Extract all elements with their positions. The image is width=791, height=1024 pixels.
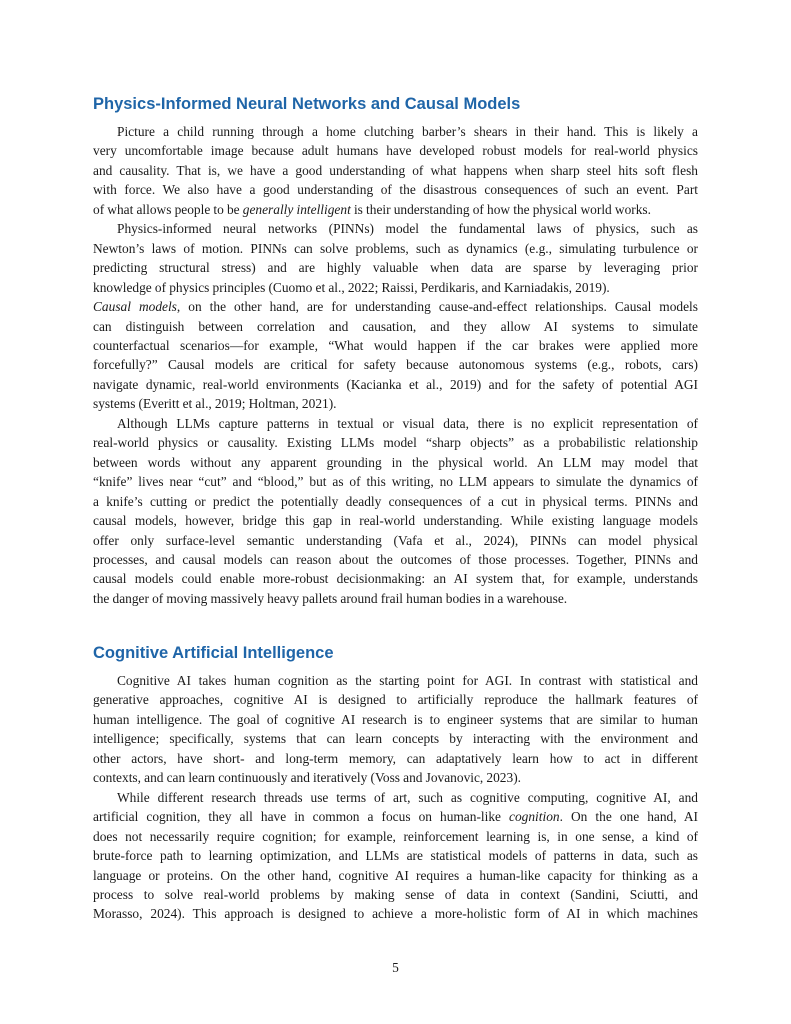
emphasis: cognition — [509, 809, 560, 825]
text-line: causal models, however, bridge this gap in real-world understanding. While existing language models — [93, 513, 698, 529]
text-line: Cognitive AI takes human cognition as the starting point for AGI. In contrast with statistical and — [117, 673, 698, 688]
text-line: other actors, have short- and long-term memory, can adaptatively learn how to act in different — [93, 750, 698, 766]
section-heading: Cognitive Artificial Intelligence — [93, 644, 334, 662]
text-line: offer only surface-level semantic understanding (Vafa et al., 2024), PINNs can model physical — [93, 532, 698, 548]
text-line: brute-force path to learning optimization, and LLMs are statistical models of patterns in data, such as — [93, 848, 698, 864]
text-line: process to solve real-world problems by making sense of data in context (Sandini, Sciutti, and — [93, 886, 698, 902]
text-line: Newton’s laws of motion. PINNs can solve problems, such as dynamics (e.g., simulating turbulence or — [93, 240, 698, 256]
text-line: While different research threads use terms of art, such as cognitive computing, cognitive AI, and — [117, 789, 698, 805]
text-line: generative approaches, cognitive AI is designed to artificially reproduce the hallmark features of — [93, 692, 698, 708]
emphasis: Causal models — [93, 299, 177, 315]
text-line: Causal models, on the other hand, are for understanding cause-and-effect relationships. Causal models — [93, 299, 698, 315]
text-line: knowledge of physics principles (Cuomo et al., 2022; Raissi, Perdikaris, and Karniadakis, 2019). — [93, 279, 610, 295]
text-line: with force. We also have a good understanding of the disastrous consequences of such an event. Part — [93, 182, 698, 198]
text-line: very uncomfortable image because adult humans have developed robust models for real-world physics — [93, 143, 698, 159]
paragraph — [93, 414, 698, 609]
text-line: Picture a child running through a home clutching barber’s shears in their hand. This is likely a — [117, 124, 698, 139]
text-line: between words without any apparent grounding in the physical world. An LLM may model that — [93, 454, 698, 470]
text-line: of what allows people to be generally intelligent is their understanding of how the physical world works. — [93, 201, 651, 217]
section-cognitive-ai — [93, 643, 698, 924]
paragraph — [93, 122, 698, 219]
paragraph — [93, 219, 698, 414]
text-line: processes, and causal models can reason about the outcomes of those processes. Together, PINNs and — [93, 551, 698, 567]
text-line: can distinguish between correlation and causation, and they allow AI systems to simulate — [93, 318, 698, 334]
paragraph — [93, 788, 698, 924]
section-pinns-causal-models — [93, 94, 698, 608]
text-line: predicting structural stress) and are highly valuable when data are sparse by leveraging prior — [93, 260, 698, 276]
text-line: intelligence; specifically, systems that can learn concepts by interacting with the environment and — [93, 731, 698, 747]
text-line: Morasso, 2024). This approach is designed to achieve a more-holistic form of AI in which machines — [93, 906, 698, 922]
text-line: and causality. That is, we have a good understanding of what happens when sharp steel hits soft flesh — [93, 162, 698, 178]
text-line: navigate dynamic, real-world environments (Kacianka et al., 2019) and for the safety of potential AGI — [93, 376, 698, 392]
text-line: human intelligence. The goal of cognitive AI research is to engineer systems that are similar to human — [93, 711, 698, 727]
text-line: contexts, and can learn continuously and iteratively (Voss and Jovanovic, 2023). — [93, 770, 522, 786]
section-heading: Physics-Informed Neural Networks and Causal Models — [93, 95, 521, 113]
text-line: forcefully?” Causal models are critical for safety because autonomous systems (e.g., robots, cars) — [93, 357, 698, 373]
text-line: language or proteins. On the other hand, cognitive AI requires a human-like capacity for thinking as a — [93, 867, 698, 883]
paragraph — [93, 671, 698, 788]
text-line: artificial cognition, they all have in common a focus on human-like cognition. On the one hand, AI — [93, 809, 698, 825]
emphasis: generally intelligent — [242, 201, 351, 217]
text-line: counterfactual scenarios—for example, “What would happen if the car brakes were applied more — [93, 337, 698, 353]
text-line: the danger of moving massively heavy pallets around frail human bodies in a warehouse. — [93, 590, 568, 606]
text-line: causal models could enable more-robust decisionmaking: an AI system that, for example, understands — [93, 571, 698, 587]
page-number: 5 — [392, 960, 399, 975]
text-line: real-world physics or causality. Existing LLMs model “sharp objects” as a probabilistic relationship — [93, 435, 698, 451]
text-line: Physics-informed neural networks (PINNs) model the fundamental laws of physics, such as — [117, 221, 698, 237]
text-line: systems (Everitt et al., 2019; Holtman, 2021). — [93, 396, 337, 412]
text-line: does not necessarily require cognition; for example, reinforcement learning is, in one sense, a kind of — [93, 828, 698, 844]
text-line: Although LLMs capture patterns in textual or visual data, there is no explicit representation of — [117, 415, 698, 431]
text-line: “knife” lives near “cut” and “blood,” but as of this writing, no LLM appears to simulate the dynamics of — [93, 474, 698, 490]
text-line: a knife’s cutting or predict the potentially deadly consequences of a cut in physical terms. PINNs and — [93, 493, 698, 509]
